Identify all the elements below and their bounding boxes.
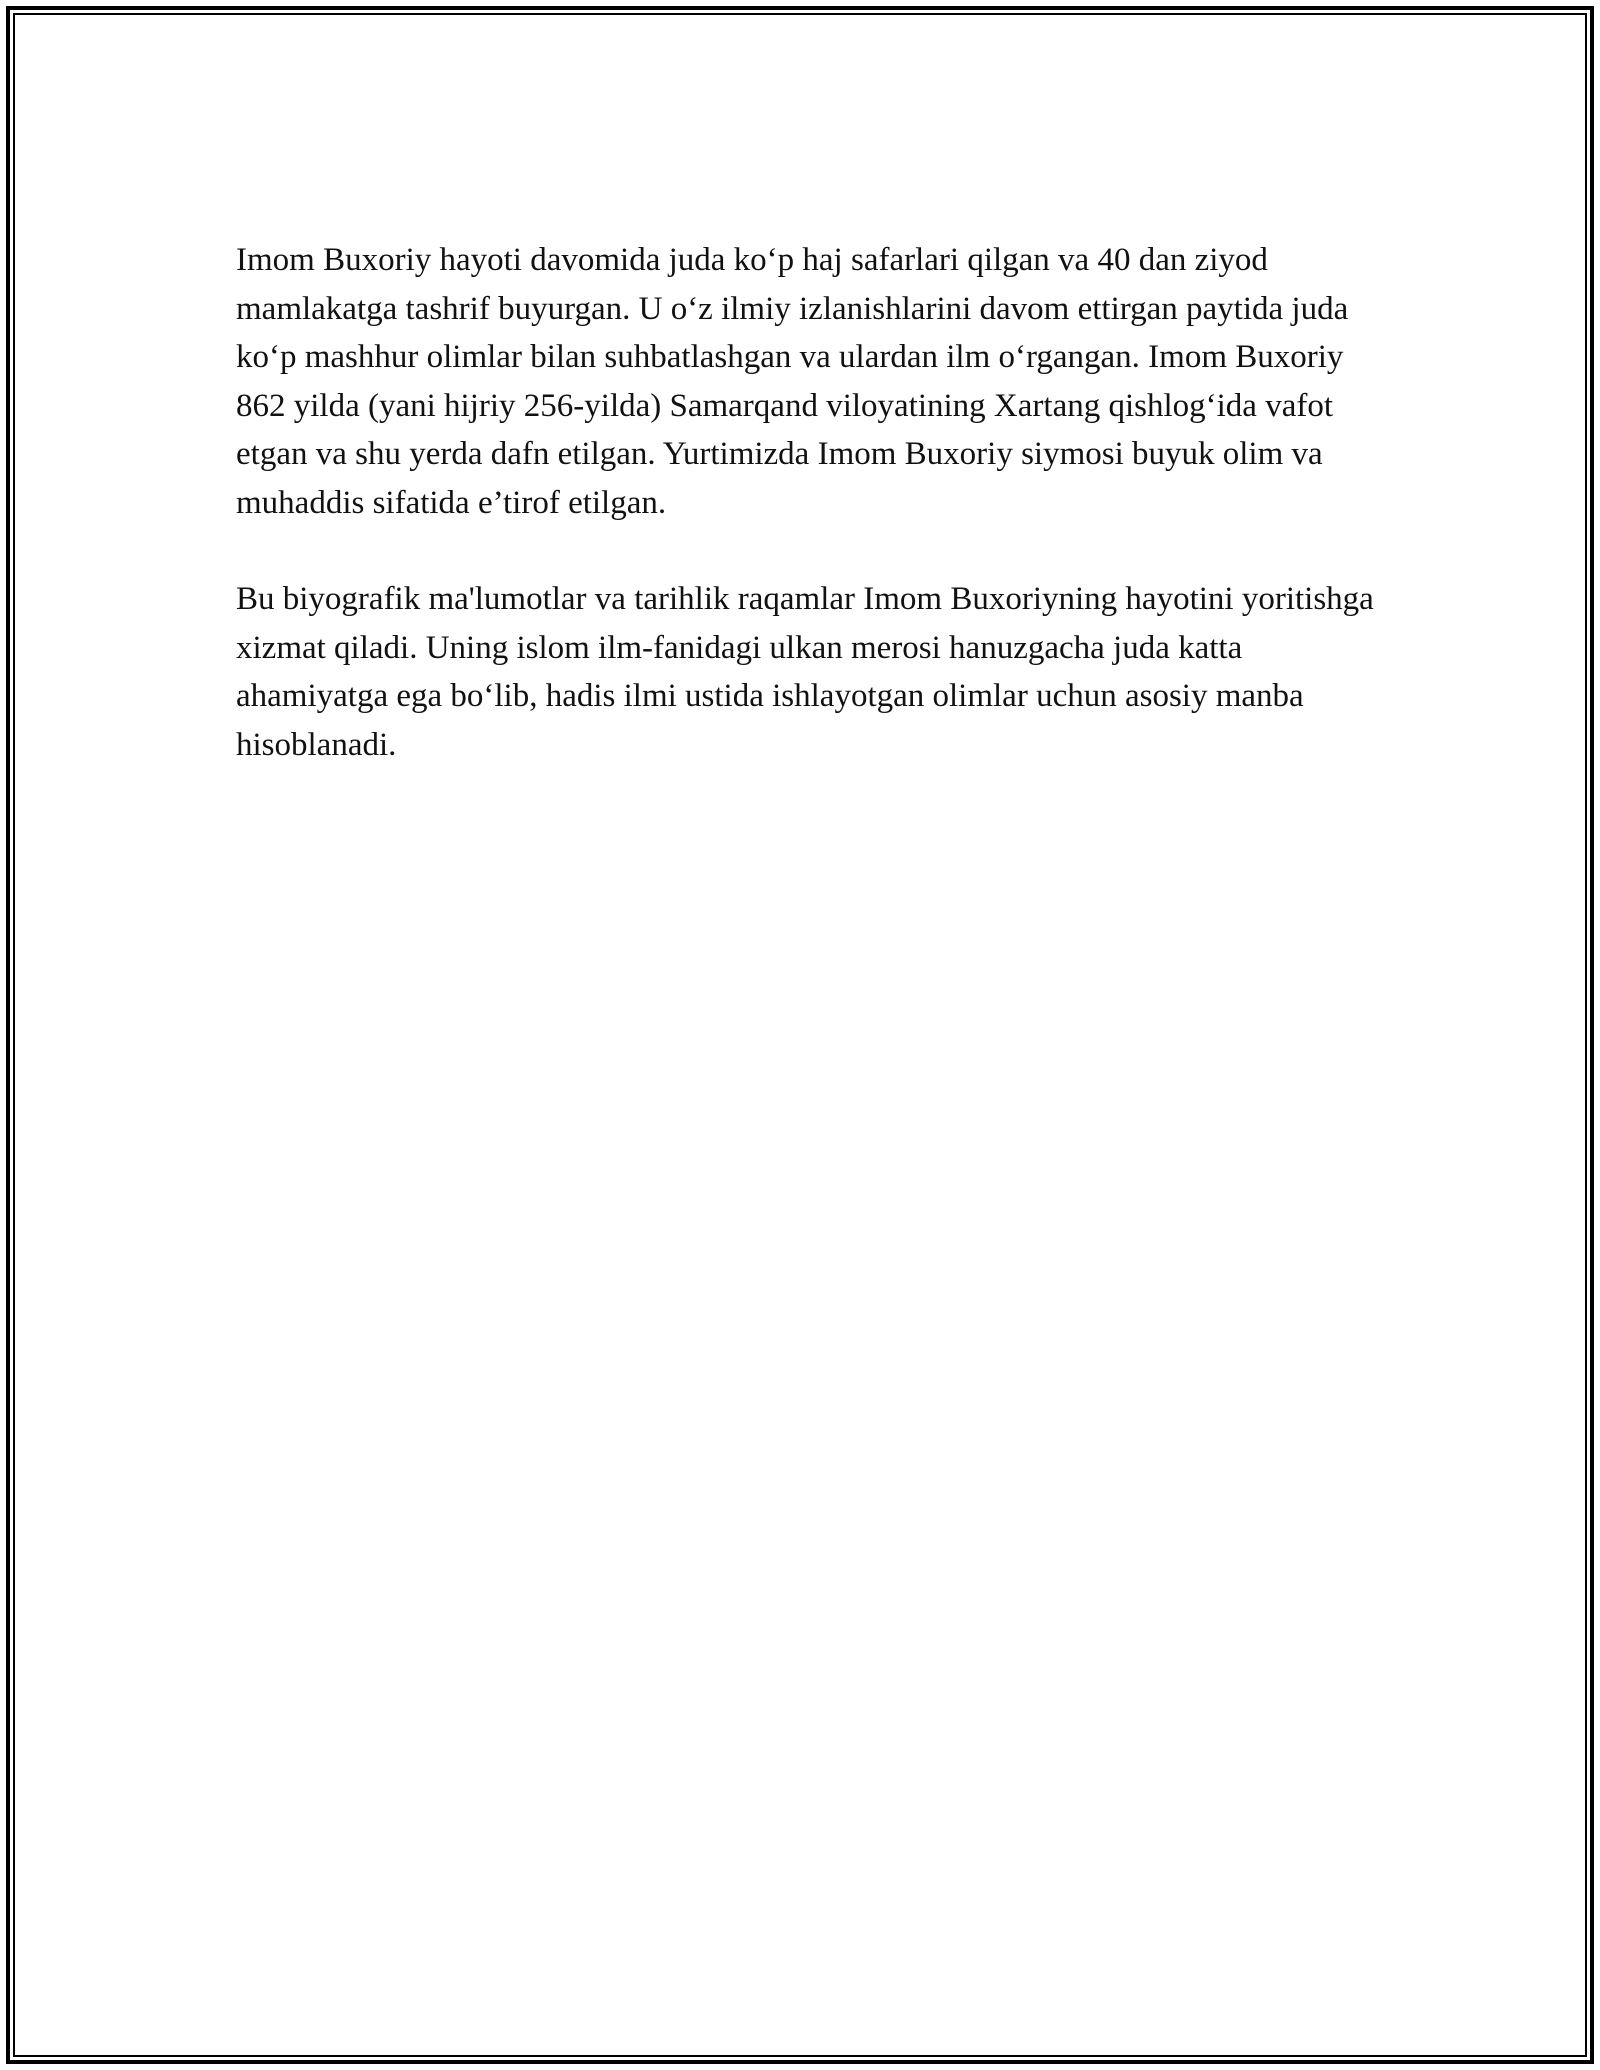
document-body (236, 236, 1376, 769)
paragraph-legacy: Bu biyografik ma'lumotlar va tarihlik raqamlar Imom Buxoriyning hayotini yoritishga xizmat qiladi. Uning islom ilm-fanidagi ulkan merosi hanuzgacha juda katta ahamiyatga ega bo‘lib, hadis ilmi ustida ishlayotgan olimlar uchun asosiy manba hisoblanadi. (236, 581, 1374, 763)
paragraph-biography: Imom Buxoriy hayoti davomida juda ko‘p haj safarlari qilgan va 40 dan ziyod mamlakatga tashrif buyurgan. U o‘z ilmiy izlanishlarini davom ettirgan paytida juda ko‘p mashhur olimlar bilan suhbatlashgan va ulardan ilm o‘rgangan. Imom Buxoriy 862 yilda (yani hijriy 256-yilda) Samarqand viloyatining Xartang qishlog‘ida vafot etgan va shu yerda dafn etilgan. Yurtimizda Imom Buxoriy siymosi buyuk olim va muhaddis sifatida e’tirof etilgan. (236, 242, 1349, 521)
